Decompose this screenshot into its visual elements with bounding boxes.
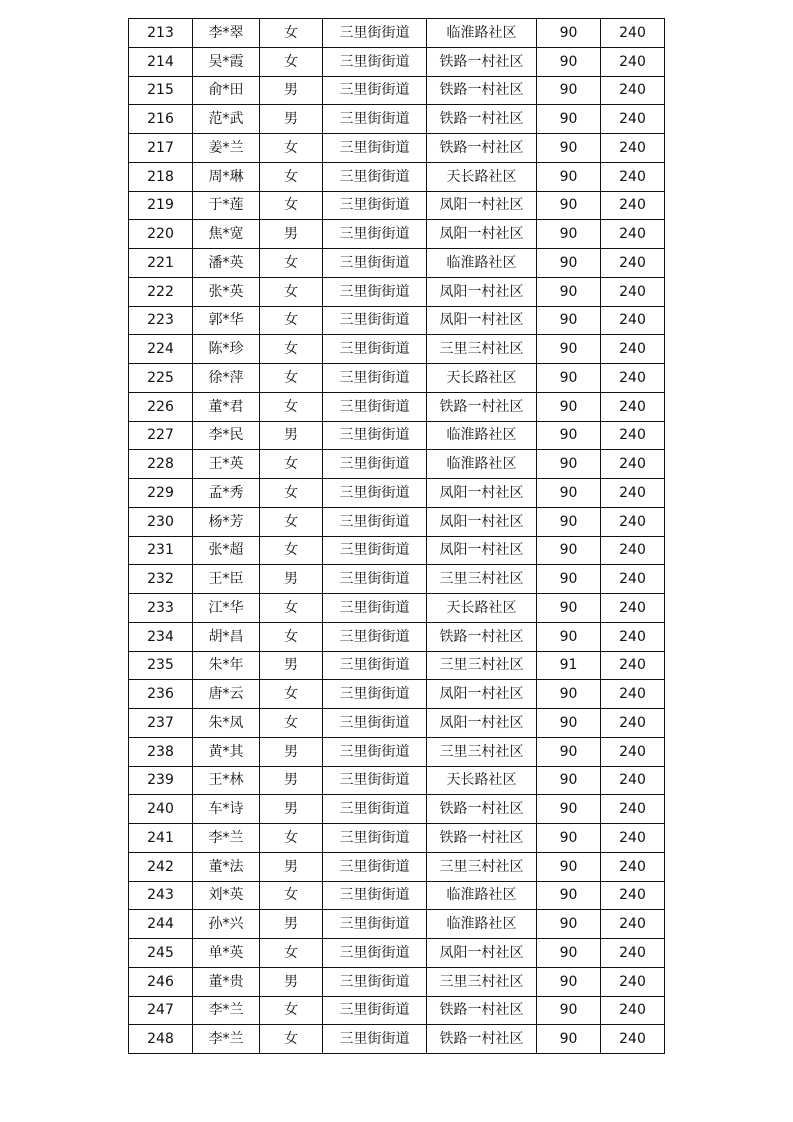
name-cell: 王*英: [193, 450, 260, 479]
community-cell: 铁路一村社区: [427, 1025, 537, 1054]
table-row: [129, 766, 665, 795]
amount-cell: 240: [601, 565, 665, 594]
street-cell: 三里街街道: [323, 766, 427, 795]
serial-number-cell: 245: [129, 939, 193, 968]
name-cell: 张*英: [193, 277, 260, 306]
name-cell: 李*民: [193, 421, 260, 450]
street-cell: 三里街街道: [323, 19, 427, 48]
amount-cell: 240: [601, 19, 665, 48]
name-cell: 朱*年: [193, 651, 260, 680]
table-row: [129, 594, 665, 623]
serial-number-cell: 223: [129, 306, 193, 335]
street-cell: 三里街街道: [323, 910, 427, 939]
gender-cell: 女: [260, 680, 323, 709]
serial-number-cell: 248: [129, 1025, 193, 1054]
amount-cell: 240: [601, 939, 665, 968]
age-cell: 90: [537, 162, 601, 191]
table-row: [129, 967, 665, 996]
street-cell: 三里街街道: [323, 306, 427, 335]
community-cell: 凤阳一村社区: [427, 680, 537, 709]
community-cell: 铁路一村社区: [427, 105, 537, 134]
serial-number-cell: 230: [129, 507, 193, 536]
name-cell: 周*琳: [193, 162, 260, 191]
name-cell: 董*君: [193, 392, 260, 421]
table-row: [129, 737, 665, 766]
serial-number-cell: 221: [129, 249, 193, 278]
amount-cell: 240: [601, 536, 665, 565]
amount-cell: 240: [601, 967, 665, 996]
age-cell: 90: [537, 392, 601, 421]
community-cell: 天长路社区: [427, 766, 537, 795]
table-row: [129, 565, 665, 594]
street-cell: 三里街街道: [323, 651, 427, 680]
table-row: [129, 76, 665, 105]
name-cell: 唐*云: [193, 680, 260, 709]
serial-number-cell: 246: [129, 967, 193, 996]
gender-cell: 女: [260, 1025, 323, 1054]
name-cell: 陈*珍: [193, 335, 260, 364]
gender-cell: 女: [260, 162, 323, 191]
name-cell: 朱*凤: [193, 709, 260, 738]
age-cell: 90: [537, 594, 601, 623]
name-cell: 王*臣: [193, 565, 260, 594]
amount-cell: 240: [601, 622, 665, 651]
amount-cell: 240: [601, 709, 665, 738]
gender-cell: 女: [260, 335, 323, 364]
serial-number-cell: 226: [129, 392, 193, 421]
age-cell: 90: [537, 536, 601, 565]
amount-cell: 240: [601, 651, 665, 680]
community-cell: 凤阳一村社区: [427, 220, 537, 249]
gender-cell: 女: [260, 536, 323, 565]
community-cell: 临淮路社区: [427, 421, 537, 450]
age-cell: 90: [537, 277, 601, 306]
serial-number-cell: 244: [129, 910, 193, 939]
table-row: [129, 220, 665, 249]
gender-cell: 男: [260, 910, 323, 939]
community-cell: 临淮路社区: [427, 249, 537, 278]
serial-number-cell: 231: [129, 536, 193, 565]
age-cell: 90: [537, 421, 601, 450]
street-cell: 三里街街道: [323, 709, 427, 738]
age-cell: 90: [537, 565, 601, 594]
name-cell: 单*英: [193, 939, 260, 968]
street-cell: 三里街街道: [323, 392, 427, 421]
name-cell: 李*兰: [193, 1025, 260, 1054]
age-cell: 90: [537, 996, 601, 1025]
amount-cell: 240: [601, 421, 665, 450]
age-cell: 90: [537, 306, 601, 335]
community-cell: 三里三村社区: [427, 651, 537, 680]
community-cell: 铁路一村社区: [427, 622, 537, 651]
age-cell: 90: [537, 680, 601, 709]
name-cell: 张*超: [193, 536, 260, 565]
age-cell: 90: [537, 249, 601, 278]
community-cell: 临淮路社区: [427, 450, 537, 479]
gender-cell: 男: [260, 220, 323, 249]
table-row: [129, 536, 665, 565]
amount-cell: 240: [601, 852, 665, 881]
serial-number-cell: 240: [129, 795, 193, 824]
table-row: [129, 910, 665, 939]
amount-cell: 240: [601, 594, 665, 623]
name-cell: 胡*昌: [193, 622, 260, 651]
serial-number-cell: 243: [129, 881, 193, 910]
community-cell: 凤阳一村社区: [427, 709, 537, 738]
name-cell: 董*贵: [193, 967, 260, 996]
age-cell: 90: [537, 220, 601, 249]
street-cell: 三里街街道: [323, 249, 427, 278]
serial-number-cell: 222: [129, 277, 193, 306]
amount-cell: 240: [601, 1025, 665, 1054]
street-cell: 三里街街道: [323, 162, 427, 191]
serial-number-cell: 213: [129, 19, 193, 48]
amount-cell: 240: [601, 881, 665, 910]
serial-number-cell: 227: [129, 421, 193, 450]
serial-number-cell: 218: [129, 162, 193, 191]
age-cell: 90: [537, 105, 601, 134]
street-cell: 三里街街道: [323, 594, 427, 623]
serial-number-cell: 220: [129, 220, 193, 249]
age-cell: 90: [537, 47, 601, 76]
street-cell: 三里街街道: [323, 220, 427, 249]
name-cell: 郭*华: [193, 306, 260, 335]
community-cell: 铁路一村社区: [427, 76, 537, 105]
community-cell: 铁路一村社区: [427, 134, 537, 163]
name-cell: 黄*其: [193, 737, 260, 766]
name-cell: 董*法: [193, 852, 260, 881]
amount-cell: 240: [601, 306, 665, 335]
amount-cell: 240: [601, 277, 665, 306]
table-row: [129, 881, 665, 910]
age-cell: 90: [537, 766, 601, 795]
serial-number-cell: 236: [129, 680, 193, 709]
community-cell: 凤阳一村社区: [427, 939, 537, 968]
age-cell: 90: [537, 824, 601, 853]
street-cell: 三里街街道: [323, 881, 427, 910]
street-cell: 三里街街道: [323, 134, 427, 163]
community-cell: 三里三村社区: [427, 565, 537, 594]
table-row: [129, 824, 665, 853]
gender-cell: 女: [260, 19, 323, 48]
gender-cell: 男: [260, 967, 323, 996]
table-row: [129, 335, 665, 364]
name-cell: 车*诗: [193, 795, 260, 824]
street-cell: 三里街街道: [323, 277, 427, 306]
street-cell: 三里街街道: [323, 191, 427, 220]
gender-cell: 女: [260, 996, 323, 1025]
community-cell: 临淮路社区: [427, 881, 537, 910]
table-row: [129, 306, 665, 335]
gender-cell: 男: [260, 76, 323, 105]
community-cell: 凤阳一村社区: [427, 536, 537, 565]
community-cell: 天长路社区: [427, 594, 537, 623]
age-cell: 90: [537, 1025, 601, 1054]
table-row: [129, 191, 665, 220]
street-cell: 三里街街道: [323, 996, 427, 1025]
street-cell: 三里街街道: [323, 421, 427, 450]
name-cell: 吴*霞: [193, 47, 260, 76]
street-cell: 三里街街道: [323, 795, 427, 824]
community-cell: 三里三村社区: [427, 967, 537, 996]
name-cell: 徐*萍: [193, 364, 260, 393]
street-cell: 三里街街道: [323, 680, 427, 709]
amount-cell: 240: [601, 766, 665, 795]
community-cell: 三里三村社区: [427, 737, 537, 766]
street-cell: 三里街街道: [323, 737, 427, 766]
community-cell: 铁路一村社区: [427, 824, 537, 853]
name-cell: 刘*英: [193, 881, 260, 910]
street-cell: 三里街街道: [323, 939, 427, 968]
street-cell: 三里街街道: [323, 852, 427, 881]
serial-number-cell: 242: [129, 852, 193, 881]
serial-number-cell: 225: [129, 364, 193, 393]
table-row: [129, 134, 665, 163]
gender-cell: 女: [260, 364, 323, 393]
community-cell: 凤阳一村社区: [427, 191, 537, 220]
street-cell: 三里街街道: [323, 105, 427, 134]
name-cell: 李*兰: [193, 996, 260, 1025]
street-cell: 三里街街道: [323, 824, 427, 853]
street-cell: 三里街街道: [323, 335, 427, 364]
serial-number-cell: 234: [129, 622, 193, 651]
street-cell: 三里街街道: [323, 450, 427, 479]
table-row: [129, 852, 665, 881]
age-cell: 90: [537, 507, 601, 536]
age-cell: 90: [537, 795, 601, 824]
amount-cell: 240: [601, 392, 665, 421]
community-cell: 凤阳一村社区: [427, 306, 537, 335]
community-cell: 铁路一村社区: [427, 47, 537, 76]
street-cell: 三里街街道: [323, 967, 427, 996]
amount-cell: 240: [601, 335, 665, 364]
street-cell: 三里街街道: [323, 479, 427, 508]
street-cell: 三里街街道: [323, 507, 427, 536]
community-cell: 天长路社区: [427, 162, 537, 191]
serial-number-cell: 235: [129, 651, 193, 680]
table-row: [129, 19, 665, 48]
serial-number-cell: 241: [129, 824, 193, 853]
table-row: [129, 622, 665, 651]
street-cell: 三里街街道: [323, 1025, 427, 1054]
gender-cell: 男: [260, 737, 323, 766]
amount-cell: 240: [601, 134, 665, 163]
gender-cell: 男: [260, 565, 323, 594]
age-cell: 90: [537, 450, 601, 479]
amount-cell: 240: [601, 450, 665, 479]
gender-cell: 女: [260, 594, 323, 623]
gender-cell: 女: [260, 824, 323, 853]
amount-cell: 240: [601, 795, 665, 824]
gender-cell: 女: [260, 134, 323, 163]
street-cell: 三里街街道: [323, 364, 427, 393]
table-row: [129, 1025, 665, 1054]
community-cell: 临淮路社区: [427, 910, 537, 939]
name-cell: 杨*芳: [193, 507, 260, 536]
community-cell: 铁路一村社区: [427, 996, 537, 1025]
table-row: [129, 277, 665, 306]
amount-cell: 240: [601, 996, 665, 1025]
table-row: [129, 249, 665, 278]
street-cell: 三里街街道: [323, 47, 427, 76]
name-cell: 焦*宽: [193, 220, 260, 249]
table-row: [129, 47, 665, 76]
street-cell: 三里街街道: [323, 76, 427, 105]
amount-cell: 240: [601, 220, 665, 249]
amount-cell: 240: [601, 105, 665, 134]
amount-cell: 240: [601, 479, 665, 508]
gender-cell: 男: [260, 795, 323, 824]
gender-cell: 男: [260, 105, 323, 134]
gender-cell: 男: [260, 852, 323, 881]
gender-cell: 男: [260, 651, 323, 680]
community-cell: 天长路社区: [427, 364, 537, 393]
name-cell: 孙*兴: [193, 910, 260, 939]
roster-table: [128, 18, 665, 1054]
gender-cell: 女: [260, 479, 323, 508]
name-cell: 潘*英: [193, 249, 260, 278]
document-page: [128, 18, 664, 1054]
roster-table-body: [129, 19, 665, 1054]
name-cell: 李*翠: [193, 19, 260, 48]
community-cell: 凤阳一村社区: [427, 507, 537, 536]
amount-cell: 240: [601, 680, 665, 709]
amount-cell: 240: [601, 824, 665, 853]
serial-number-cell: 228: [129, 450, 193, 479]
table-row: [129, 939, 665, 968]
serial-number-cell: 219: [129, 191, 193, 220]
table-row: [129, 421, 665, 450]
amount-cell: 240: [601, 910, 665, 939]
serial-number-cell: 232: [129, 565, 193, 594]
community-cell: 凤阳一村社区: [427, 479, 537, 508]
amount-cell: 240: [601, 364, 665, 393]
name-cell: 王*林: [193, 766, 260, 795]
serial-number-cell: 239: [129, 766, 193, 795]
community-cell: 铁路一村社区: [427, 795, 537, 824]
table-row: [129, 709, 665, 738]
gender-cell: 女: [260, 277, 323, 306]
serial-number-cell: 247: [129, 996, 193, 1025]
gender-cell: 女: [260, 392, 323, 421]
age-cell: 91: [537, 651, 601, 680]
serial-number-cell: 217: [129, 134, 193, 163]
serial-number-cell: 214: [129, 47, 193, 76]
age-cell: 90: [537, 191, 601, 220]
serial-number-cell: 237: [129, 709, 193, 738]
age-cell: 90: [537, 910, 601, 939]
table-row: [129, 651, 665, 680]
community-cell: 铁路一村社区: [427, 392, 537, 421]
gender-cell: 男: [260, 766, 323, 795]
gender-cell: 女: [260, 450, 323, 479]
age-cell: 90: [537, 967, 601, 996]
street-cell: 三里街街道: [323, 622, 427, 651]
table-row: [129, 364, 665, 393]
table-row: [129, 680, 665, 709]
age-cell: 90: [537, 364, 601, 393]
gender-cell: 女: [260, 191, 323, 220]
serial-number-cell: 233: [129, 594, 193, 623]
age-cell: 90: [537, 335, 601, 364]
serial-number-cell: 238: [129, 737, 193, 766]
table-row: [129, 105, 665, 134]
table-row: [129, 795, 665, 824]
age-cell: 90: [537, 76, 601, 105]
amount-cell: 240: [601, 191, 665, 220]
age-cell: 90: [537, 737, 601, 766]
serial-number-cell: 229: [129, 479, 193, 508]
gender-cell: 女: [260, 709, 323, 738]
table-row: [129, 450, 665, 479]
table-row: [129, 479, 665, 508]
amount-cell: 240: [601, 737, 665, 766]
serial-number-cell: 216: [129, 105, 193, 134]
age-cell: 90: [537, 479, 601, 508]
age-cell: 90: [537, 134, 601, 163]
amount-cell: 240: [601, 507, 665, 536]
amount-cell: 240: [601, 76, 665, 105]
amount-cell: 240: [601, 249, 665, 278]
community-cell: 三里三村社区: [427, 335, 537, 364]
name-cell: 李*兰: [193, 824, 260, 853]
amount-cell: 240: [601, 47, 665, 76]
name-cell: 江*华: [193, 594, 260, 623]
name-cell: 于*莲: [193, 191, 260, 220]
street-cell: 三里街街道: [323, 565, 427, 594]
table-row: [129, 162, 665, 191]
table-row: [129, 996, 665, 1025]
name-cell: 姜*兰: [193, 134, 260, 163]
table-row: [129, 507, 665, 536]
gender-cell: 男: [260, 421, 323, 450]
name-cell: 俞*田: [193, 76, 260, 105]
gender-cell: 女: [260, 306, 323, 335]
gender-cell: 女: [260, 507, 323, 536]
community-cell: 三里三村社区: [427, 852, 537, 881]
gender-cell: 女: [260, 939, 323, 968]
serial-number-cell: 224: [129, 335, 193, 364]
street-cell: 三里街街道: [323, 536, 427, 565]
gender-cell: 女: [260, 249, 323, 278]
gender-cell: 女: [260, 47, 323, 76]
community-cell: 临淮路社区: [427, 19, 537, 48]
amount-cell: 240: [601, 162, 665, 191]
name-cell: 范*武: [193, 105, 260, 134]
age-cell: 90: [537, 709, 601, 738]
gender-cell: 女: [260, 881, 323, 910]
age-cell: 90: [537, 19, 601, 48]
serial-number-cell: 215: [129, 76, 193, 105]
age-cell: 90: [537, 852, 601, 881]
age-cell: 90: [537, 939, 601, 968]
gender-cell: 女: [260, 622, 323, 651]
name-cell: 孟*秀: [193, 479, 260, 508]
age-cell: 90: [537, 622, 601, 651]
community-cell: 凤阳一村社区: [427, 277, 537, 306]
age-cell: 90: [537, 881, 601, 910]
table-row: [129, 392, 665, 421]
